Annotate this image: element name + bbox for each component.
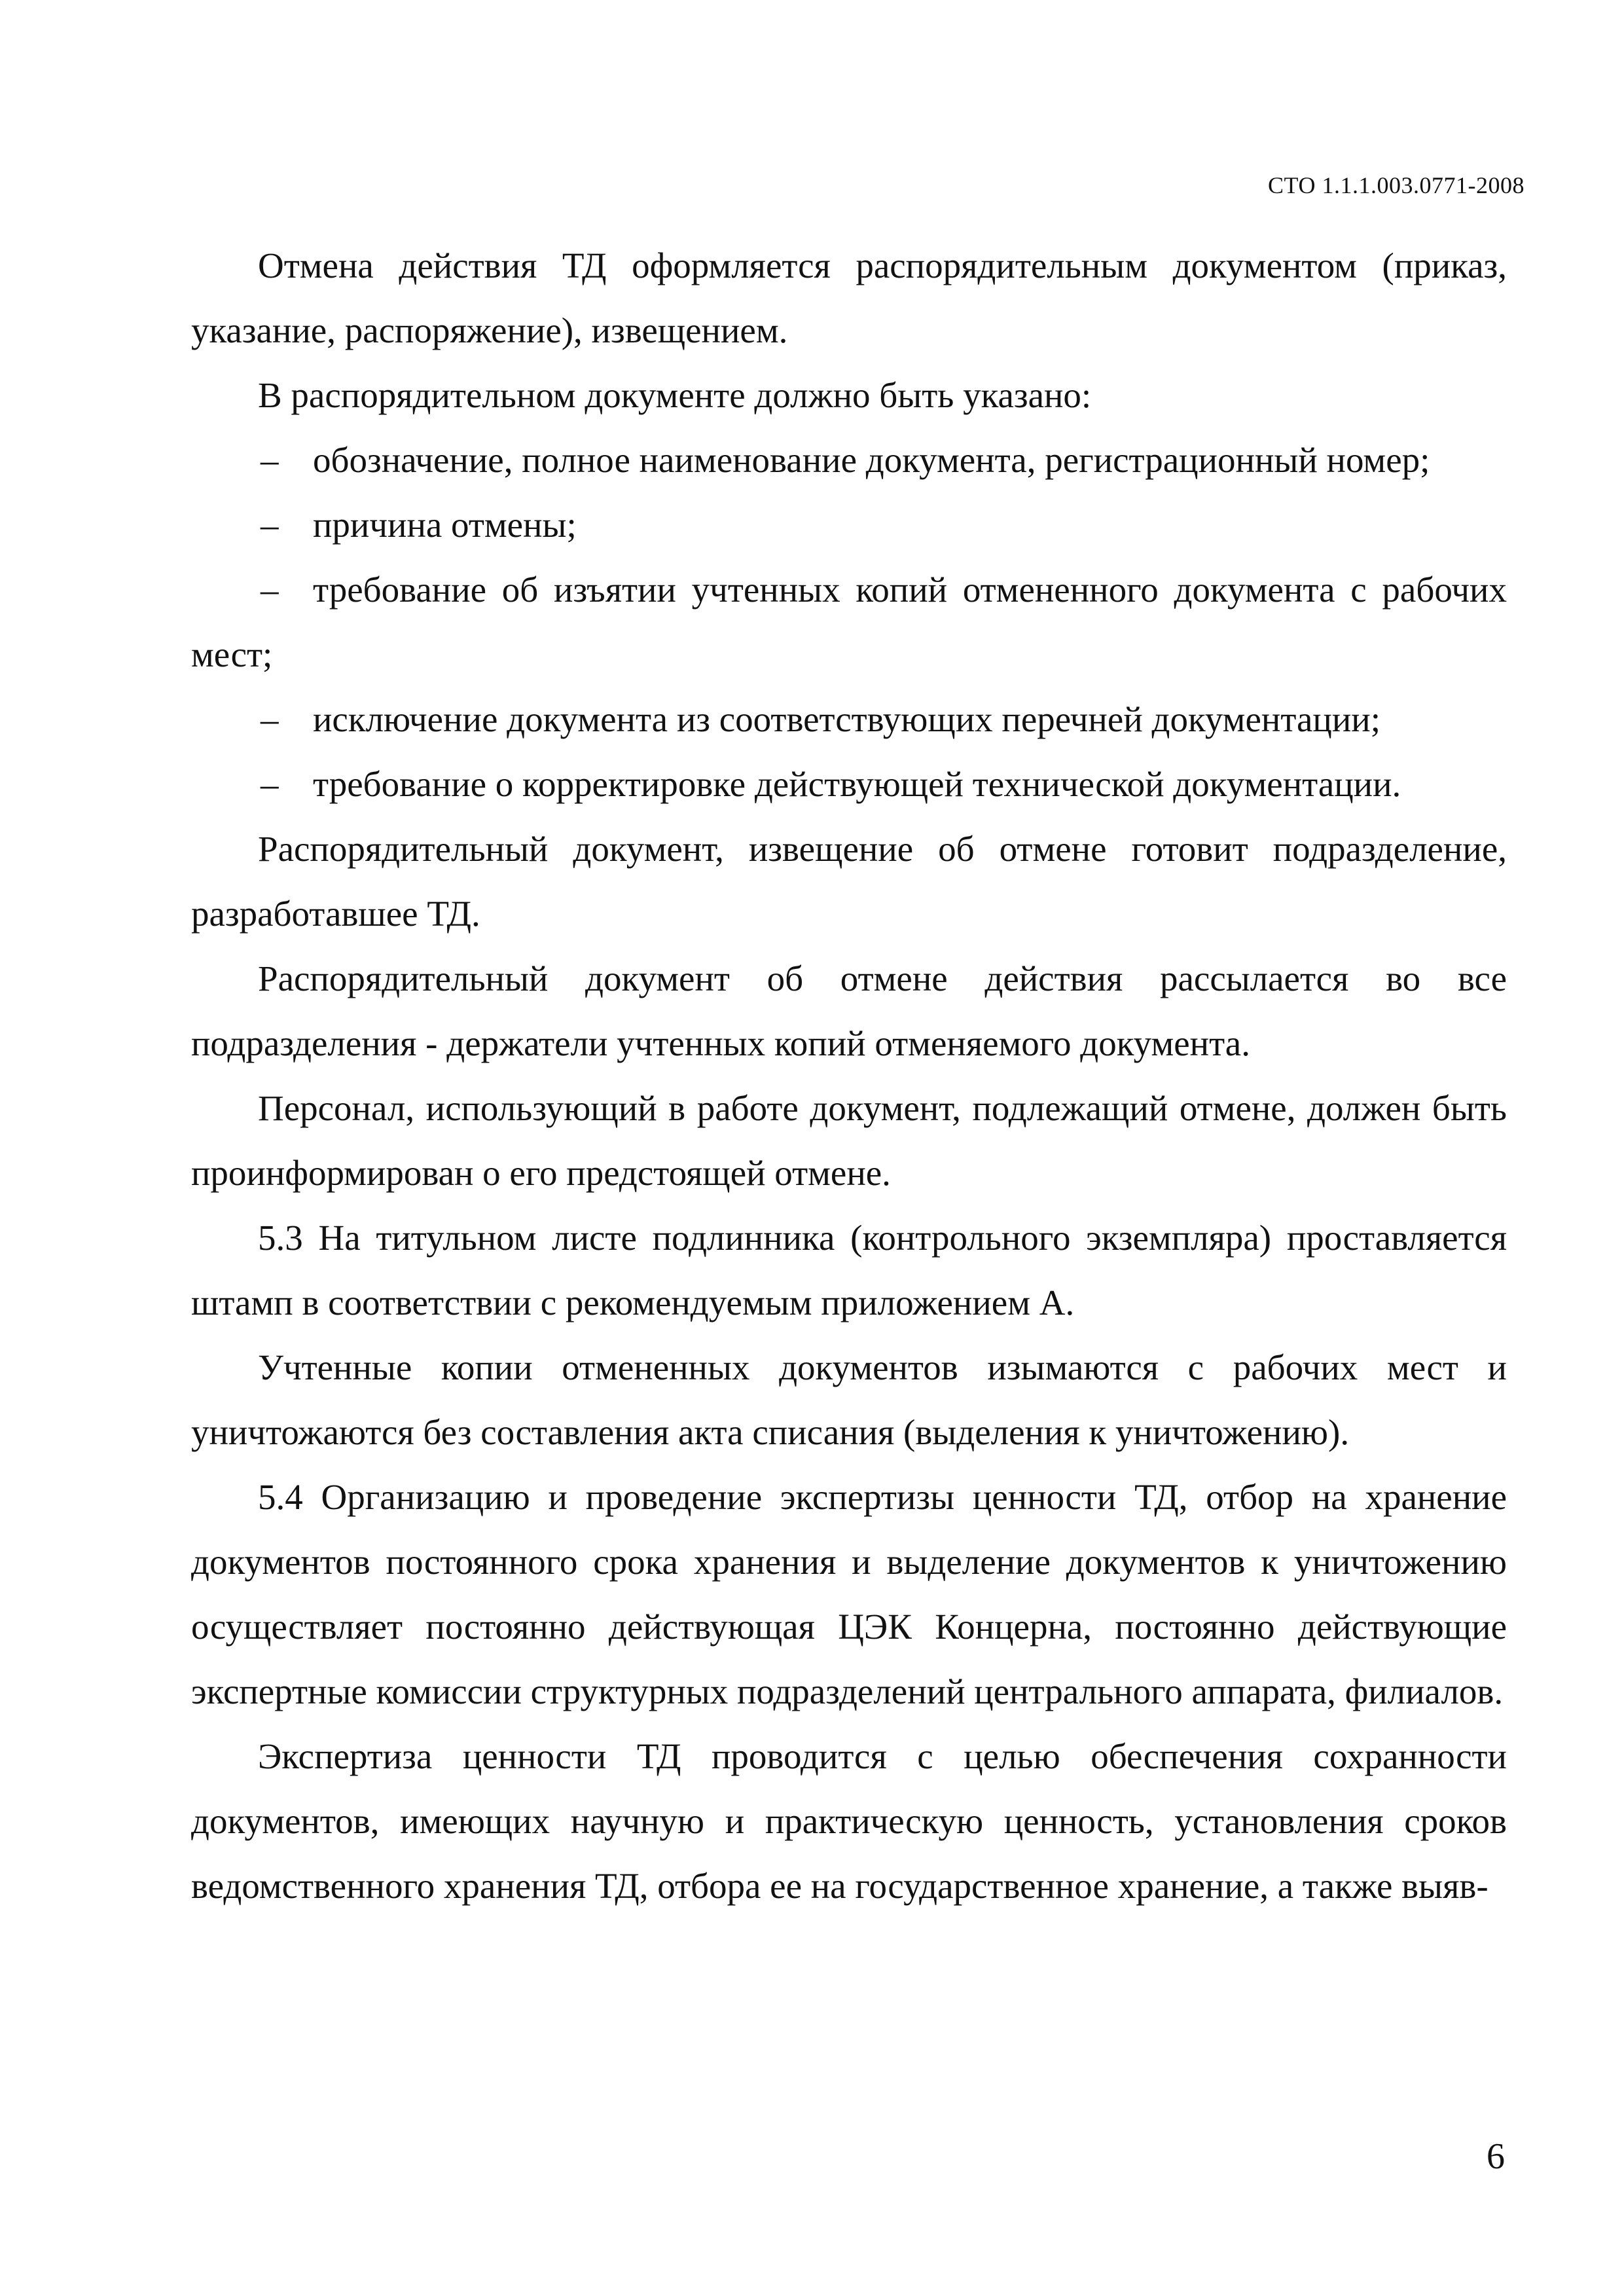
list-item (191, 428, 1507, 492)
list-item-text: исключение документа из соответствующих перечней документации; (313, 699, 1381, 739)
paragraph-prepared-by: Распорядительный документ, извещение об отмене готовит подразделение, разработавшее ТД. (191, 829, 1507, 934)
dash-marker: – (261, 764, 279, 804)
dash-marker: – (261, 505, 279, 545)
list-item-text: требование о корректировке действующей технической документации. (313, 764, 1401, 804)
list-item (191, 752, 1507, 816)
dash-marker: – (261, 440, 279, 480)
dash-marker: – (261, 699, 279, 739)
paragraph-order-contents: В распорядительном документе должно быть указано: (258, 375, 1092, 415)
paragraph-cancellation: Отмена действия ТД оформляется распорядительным документом (приказ, указание, распоряжение), извещением. (191, 246, 1507, 350)
list-item-text: требование об изъятии учтенных копий отмененного документа с рабочих мест; (191, 570, 1507, 674)
paragraph-5-4: 5.4 Организацию и проведение экспертизы ценности ТД, отбор на хранение документов постоянного срока хранения и выделение документов к уничтожению осуществляет постоянно действующая ЦЭК Концерна, постоянно действующие экспертные комиссии структурных подразделений центрального аппарата, филиалов. (191, 1477, 1507, 1711)
page-body (191, 233, 1507, 1918)
page-number: 6 (1487, 2136, 1505, 2177)
paragraph-expertise: Экспертиза ценности ТД проводится с целью обеспечения сохранности документов, имеющих научную и практическую ценность, установления сроков ведомственного хранения ТД, отбора ее на государственное хранение, а также выяв- (191, 1736, 1507, 1906)
paragraph-personnel: Персонал, использующий в работе документ, подлежащий отмене, должен быть проинформирован о его предстоящей отмене. (191, 1088, 1507, 1193)
paragraph-5-3: 5.3 На титульном листе подлинника (контрольного экземпляра) проставляется штамп в соответствии с рекомендуемым приложением А. (191, 1218, 1507, 1322)
paragraph-distribution: Распорядительный документ об отмене действия рассылается во все подразделения - держатели учтенных копий отменяемого документа. (191, 958, 1507, 1063)
list-item (191, 557, 1507, 687)
list-item-text: обозначение, полное наименование документа, регистрационный номер; (313, 440, 1430, 480)
list-item (191, 687, 1507, 752)
paragraph-copies-withdrawn: Учтенные копии отмененных документов изымаются с рабочих мест и уничтожаются без составления акта списания (выделения к уничтожению). (191, 1347, 1507, 1452)
list-item-text: причина отмены; (313, 505, 577, 545)
dash-marker: – (261, 570, 279, 610)
document-code: СТО 1.1.1.003.0771-2008 (1267, 172, 1525, 198)
list-item (191, 492, 1507, 557)
